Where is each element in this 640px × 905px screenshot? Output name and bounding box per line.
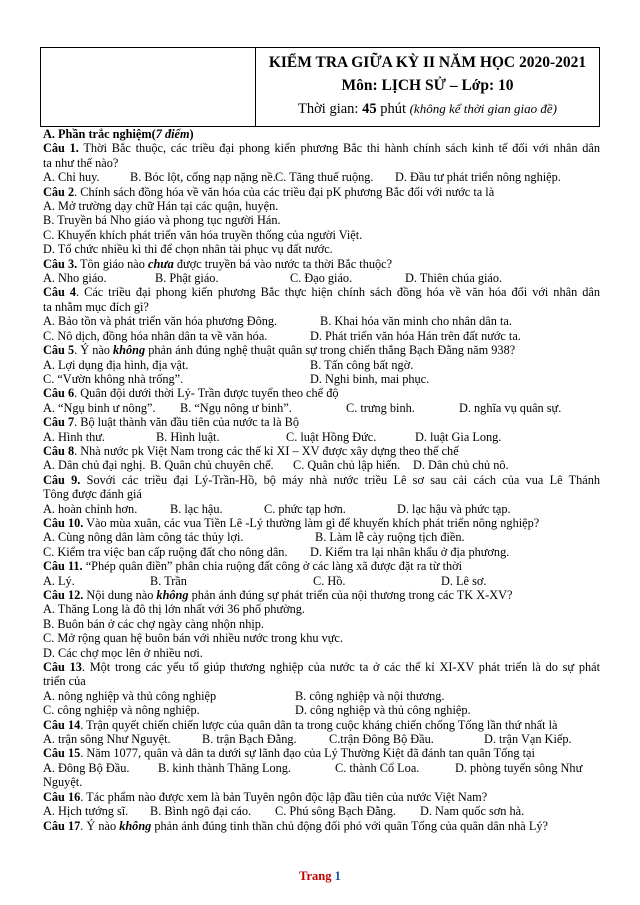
question-17: Câu 17. Ý nào không phản ánh đúng tinh thần chủ động đối phó với quân Tống của quân dân nhà Lý? [43, 818, 548, 833]
question-13-cont: triển của [43, 674, 86, 689]
exam-time: Thời gian: 45 phút (không kể thời gian giao đề) [298, 101, 557, 117]
question-5: Câu 5. Ý nào không phản ánh đúng nghệ thuật quân sự trong chiến thắng Bạch Đằng năm 938? [43, 343, 516, 358]
question-4-cont: ta nhằm mục đích gì? [43, 299, 149, 314]
option-c: C. Quân chủ lập hiến. [293, 458, 401, 473]
question-13-options-cd [43, 703, 600, 717]
question-10: Câu 10. Vào mùa xuân, các vua Tiền Lê -Lý thường làm gì để khuyến khích phát triển nông nghiệp? [43, 515, 540, 530]
option-b: B. Trần [150, 573, 187, 588]
option-a: A. trận sông Như Nguyệt. [43, 732, 171, 747]
option-d: D. nghĩa vụ quân sự. [459, 400, 562, 415]
option-c: C. Hồ. [313, 573, 346, 588]
option-b: B. Bóc lột, cống nạp nặng nề. [130, 170, 276, 185]
option-b: B. “Ngụ nông ư binh”. [180, 400, 292, 415]
option-d: D. Nghi binh, mai phục. [310, 371, 430, 386]
option-b: B. Buôn bán ở các chợ ngày càng nhộn nhịp. [43, 616, 264, 631]
option-d: D. Lê sơ. [441, 573, 487, 588]
question-15: Câu 15. Năm 1077, quân và dân ta dưới sự lãnh đạo của Lý Thường Kiệt đã đánh tan quân Tống tại [43, 746, 535, 761]
question-8: Câu 8. Nhà nước pk Việt Nam trong các thế kỉ XI – XV được xây dựng theo thể chế [43, 443, 459, 458]
question-8-options [43, 458, 600, 472]
page-footer: Trang 1 [299, 869, 341, 883]
option-a: A. Thăng Long là đô thị lớn nhất với 36 phố phường. [43, 602, 305, 617]
question-13: Câu 13. Một trong các yếu tố giúp thương nghiệp của nước ta ở các thế kỉ XI-XV phát triển là do sự phát [43, 660, 600, 675]
option-b: B. Khai hóa văn minh cho nhân dân ta. [320, 314, 512, 329]
option-d: D. Các chợ mọc lên ở nhiều nơi. [43, 645, 203, 660]
question-11-options [43, 574, 600, 588]
exam-content [43, 127, 600, 833]
option-a: A. Hịch tướng sĩ. [43, 804, 129, 819]
option-c: C. Mở rộng quan hệ buôn bán với nhiều nước trong khu vực. [43, 631, 343, 646]
question-16: Câu 16. Tác phẩm nào được xem là bản Tuyên ngôn độc lập đầu tiên của nước Việt Nam? [43, 789, 488, 804]
question-14-options [43, 732, 600, 746]
question-9-cont: Tông được đánh giá [43, 487, 142, 502]
option-b: B. công nghiệp và nội thương. [295, 688, 445, 703]
option-c: C. Kiểm tra việc ban cấp ruộng đất cho nông dân. [43, 544, 288, 559]
exam-info-cell [256, 48, 599, 126]
option-d: D. lạc hậu và phức tạp. [397, 501, 511, 516]
option-c: C. thành Cổ Loa. [335, 760, 420, 775]
option-a: A. “Ngụ binh ư nông”. [43, 400, 156, 415]
question-16-options [43, 804, 600, 818]
option-d: D. Phát triển văn hóa Hán trên đất nước ta. [310, 328, 521, 343]
question-14: Câu 14. Trận quyết chiến chiến lược của quân dân ta trong cuộc kháng chiến chống Tống lần thứ nhất là [43, 717, 558, 732]
option-b: B. lạc hậu. [170, 501, 223, 516]
question-2: Câu 2. Chính sách đồng hóa về văn hóa của các triều đại pK phương Bắc đối với nước ta là [43, 184, 495, 199]
option-d: D. Tổ chức nhiều kì thi để chọn nhân tài phục vụ đất nước. [43, 242, 333, 257]
option-b: B. Tấn công bất ngờ. [310, 357, 414, 372]
question-3: Câu 3. Tôn giáo nào chưa được truyền bá vào nước ta thời Bắc thuộc? [43, 256, 393, 271]
option-a: A. hoàn chỉnh hơn. [43, 501, 138, 516]
option-a: A. Đông Bộ Đầu. [43, 760, 130, 775]
option-d: D. Đầu tư phát triển nông nghiệp. [395, 170, 561, 185]
question-7-options [43, 430, 600, 444]
option-b: B. Truyền bá Nho giáo và phong tục người Hán. [43, 213, 281, 228]
option-b: B. Quân chủ chuyên chế. [150, 458, 274, 473]
option-b: B. Bình ngô đại cáo. [150, 804, 252, 819]
school-info-cell [41, 48, 256, 126]
option-b: B. Phật giáo. [155, 271, 219, 286]
question-4-options-cd [43, 329, 600, 343]
option-b: B. trận Bạch Đằng. [202, 732, 297, 747]
question-6: Câu 6. Quân đội dưới thời Lý- Trần được tuyển theo chế độ [43, 386, 339, 401]
option-a: A. Mở trường dạy chữ Hán tại các quận, huyện. [43, 199, 279, 214]
option-a: A. Nho giáo. [43, 271, 107, 286]
question-4-options-ab [43, 314, 600, 328]
option-c: C. trưng binh. [346, 400, 415, 415]
option-c: C. Tăng thuế ruộng. [275, 170, 374, 185]
exam-subject: Môn: LỊCH SỬ – Lớp: 10 [341, 77, 514, 94]
exam-title: KIỂM TRA GIỮA KỲ II NĂM HỌC 2020-2021 [268, 54, 587, 71]
option-a: A. Hình thư. [43, 429, 106, 444]
question-1: Câu 1. Thời Bắc thuộc, các triều đại phong kiến phương Bắc thi hành chính sách kinh tế đối với nhân dân [43, 141, 600, 156]
option-b: B. Làm lễ cày ruộng tịch điền. [315, 530, 465, 545]
option-a: A. Cùng nông dân làm công tác thủy lợi. [43, 530, 244, 545]
option-d: D. trận Vạn Kiếp. [484, 732, 572, 747]
section-heading: A. Phần trắc nghiệm(7 điểm) [43, 127, 194, 141]
option-a: A. Bảo tồn và phát triển văn hóa phương Đông. [43, 314, 278, 329]
option-c: C. Đạo giáo. [290, 271, 353, 286]
option-c: C. luật Hồng Đức. [286, 429, 377, 444]
option-d: D. Nam quốc sơn hà. [420, 804, 525, 819]
option-c: C. công nghiệp và nông nghiệp. [43, 703, 200, 718]
option-c: C. Nô dịch, đồng hóa nhân dân ta về văn hóa. [43, 328, 268, 343]
question-11: Câu 11. “Phép quân điền” phân chia ruộng đất công ở các làng xã được đặt ra từ thời [43, 559, 463, 574]
option-b: B. Hình luật. [156, 429, 220, 444]
question-1-options [43, 170, 600, 184]
question-9: Câu 9. Sovới các triều đại Lý-Trần-Hồ, bộ máy nhà nước triều Lê sơ sau cải cách của vua Lê Thánh [43, 472, 600, 487]
option-d: D. Kiểm tra lại nhân khẩu ở địa phương. [310, 544, 510, 559]
option-a: A. nông nghiệp và thủ công nghiệp [43, 688, 217, 703]
option-a: A. Dân chủ đại nghị. [43, 458, 146, 473]
question-4: Câu 4. Các triều đại phong kiến phương Bắc thực hiện chính sách đồng hóa về văn hóa đối với nhân dân [43, 285, 600, 300]
question-6-options [43, 401, 600, 415]
question-15-options [43, 761, 600, 775]
option-c: C. Phú sông Bạch Đằng. [275, 804, 396, 819]
question-13-options-ab [43, 689, 600, 703]
question-9-options [43, 502, 600, 516]
question-10-options-cd [43, 545, 600, 559]
option-d: D. công nghiệp và thủ công nghiệp. [295, 703, 471, 718]
question-5-options-ab [43, 358, 600, 372]
question-12: Câu 12. Nội dung nào không phản ánh đúng sự phát triển của nội thương trong các TK X-XV? [43, 588, 513, 602]
option-d: D. luật Gia Long. [415, 429, 502, 444]
option-c: C. “Vườn không nhà trống”. [43, 371, 184, 386]
option-c: C. phức tạp hơn. [264, 501, 346, 516]
option-d-cont: Nguyệt. [43, 775, 83, 790]
question-1-cont: ta như thế nào? [43, 155, 119, 170]
question-3-options [43, 271, 600, 285]
option-c: C. Khuyến khích phát triển văn hóa truyền thống của người Việt. [43, 227, 363, 242]
option-c: C.trận Đông Bộ Đầu. [329, 732, 434, 747]
exam-header-table [40, 47, 600, 127]
question-10-options-ab [43, 530, 600, 544]
option-a: A. Chỉ huy. [43, 170, 100, 185]
option-d: D. phòng tuyến sông Như [455, 760, 583, 775]
option-a: A. Lợi dụng địa hình, địa vật. [43, 357, 189, 372]
option-a: A. Lý. [43, 573, 75, 588]
option-b: B. kinh thành Thăng Long. [158, 760, 291, 775]
option-d: D. Dân chủ chủ nô. [413, 458, 509, 473]
question-5-options-cd [43, 372, 600, 386]
question-7: Câu 7. Bộ luật thành văn đầu tiên của nước ta là Bộ [43, 415, 299, 430]
option-d: D. Thiên chúa giáo. [405, 271, 503, 286]
